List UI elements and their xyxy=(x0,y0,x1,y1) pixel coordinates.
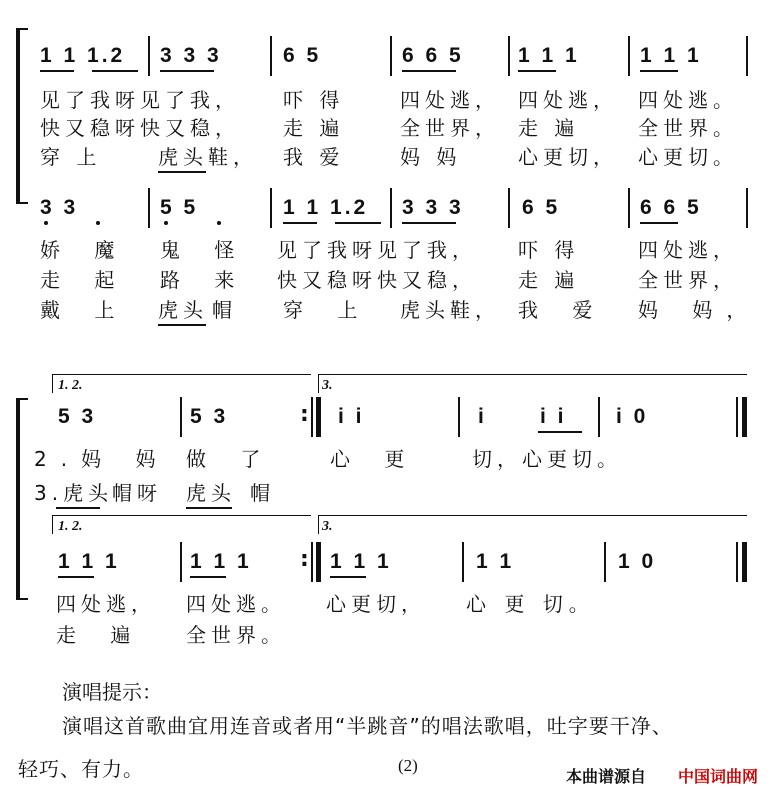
measure-notes: 1 1 1 xyxy=(58,550,120,573)
lyric: 路 来 xyxy=(160,268,249,292)
lyric: 帽 xyxy=(212,298,237,322)
lyric: 四处逃， xyxy=(56,592,156,616)
lyric: 心更切， xyxy=(326,592,426,616)
lyric: 心 更 切。 xyxy=(466,592,595,616)
lyric: 四处逃， xyxy=(638,238,738,262)
measure-notes: 6 5 xyxy=(522,196,561,219)
lyric: 虎头 xyxy=(186,481,236,505)
tips-text-line: 演唱这首歌曲宜用连音或者用“半跳音”的唱法歌唱，吐字要干净、 xyxy=(62,714,673,738)
beam xyxy=(538,431,582,433)
lyric: 四处逃。 xyxy=(186,592,286,616)
lyric: 戴 上 xyxy=(40,298,129,322)
measure-notes: 6 5 xyxy=(283,44,322,67)
bracket-top xyxy=(16,398,28,400)
beam xyxy=(402,222,456,224)
measure-notes: 1 1 1 xyxy=(190,550,252,573)
barline xyxy=(604,542,606,582)
volta-label: 1. 2. xyxy=(58,519,83,534)
lyric: 全世界。 xyxy=(638,116,738,140)
beam xyxy=(402,70,456,72)
site-brand[interactable]: 中国词曲网 xyxy=(678,767,759,786)
lyric: 妈 妈， xyxy=(638,298,761,322)
beam xyxy=(40,70,74,72)
bracket-bottom xyxy=(16,598,28,600)
measure-notes: i 0 xyxy=(616,405,649,428)
low-octave-dot xyxy=(217,221,221,225)
barline xyxy=(598,397,600,437)
bracket-top xyxy=(16,28,28,30)
barline xyxy=(270,188,272,228)
lyric: 快又稳呀快又稳， xyxy=(277,268,477,292)
lyric: 做 了 xyxy=(186,447,275,471)
barline xyxy=(508,36,510,76)
barline xyxy=(148,36,150,76)
measure-notes: i i xyxy=(540,405,567,428)
measure-notes: 5 5 xyxy=(160,196,199,219)
barline xyxy=(390,188,392,228)
beam xyxy=(92,70,138,72)
lyric-underline xyxy=(186,507,232,509)
bracket-bottom xyxy=(16,202,28,204)
lyric: 心 更 xyxy=(330,447,419,471)
thick-barline xyxy=(742,397,747,437)
volta-bracket-1 xyxy=(52,515,311,534)
barline xyxy=(180,542,182,582)
barline xyxy=(746,36,748,76)
lyric: 心更切。 xyxy=(638,145,738,169)
measure-notes: 1 1 1 xyxy=(518,44,580,67)
repeat-dots: : xyxy=(300,402,309,427)
lyric: 娇 魔 xyxy=(40,238,129,262)
measure-notes: 5 3 xyxy=(190,405,229,428)
repeat-dots: : xyxy=(300,547,309,572)
volta-bracket-2 xyxy=(318,374,747,393)
page-number: (2) xyxy=(398,756,418,775)
measure-notes: 5 3 xyxy=(58,405,97,428)
beam xyxy=(640,222,678,224)
lyric: 见了我呀见了我， xyxy=(277,238,477,262)
lyric: 吓 得 xyxy=(283,88,345,112)
volta-bracket-1 xyxy=(52,374,311,393)
barline xyxy=(458,397,460,437)
barline xyxy=(746,188,748,228)
lyric: 走 遍 xyxy=(518,268,580,292)
lyric: 走 遍 xyxy=(283,116,345,140)
lyric: 穿 上 xyxy=(283,298,372,322)
low-octave-dot xyxy=(164,221,168,225)
measure-notes: 1 1 1 xyxy=(330,550,392,573)
lyric: 全世界， xyxy=(400,116,500,140)
lyric-underline xyxy=(158,171,206,173)
barline xyxy=(508,188,510,228)
lyric: 吓 得 xyxy=(518,238,580,262)
barline xyxy=(736,397,738,437)
lyric: 全世界， xyxy=(638,268,738,292)
lyric: 全世界。 xyxy=(186,623,286,647)
lyric: 四处逃， xyxy=(518,88,618,112)
thick-barline xyxy=(316,542,321,582)
low-octave-dot xyxy=(96,221,100,225)
system-bracket xyxy=(16,398,20,600)
beam xyxy=(335,222,381,224)
lyric: 3.虎头 xyxy=(34,481,114,505)
lyric: 帽 xyxy=(250,481,275,505)
barline xyxy=(390,36,392,76)
measure-notes: 1 0 xyxy=(618,550,657,573)
lyric: 我 爱 xyxy=(518,298,607,322)
lyric: 我 爱 xyxy=(283,145,345,169)
lyric: 穿 上 xyxy=(40,145,102,169)
system-bracket xyxy=(16,28,20,204)
beam xyxy=(640,70,678,72)
lyric: 虎头鞋， xyxy=(158,145,258,169)
lyric: 走 遍 xyxy=(56,623,145,647)
lyric: 帽呀 xyxy=(112,481,162,505)
barline xyxy=(628,188,630,228)
measure-notes: i xyxy=(478,405,487,428)
measure-notes: 3 3 xyxy=(40,196,79,219)
lyric-underline xyxy=(56,507,100,509)
volta-label: 3. xyxy=(322,519,333,534)
lyric: 虎头 xyxy=(158,298,208,322)
lyric: 快又稳呀快又稳， xyxy=(40,116,240,140)
measure-notes: 3 3 3 xyxy=(402,196,464,219)
measure-notes: 1 1 1.2 xyxy=(40,44,126,67)
lyric: 2.妈 妈 xyxy=(34,447,170,471)
lyric: 四处逃， xyxy=(400,88,500,112)
lyric-underline xyxy=(158,324,206,326)
lyric: 心更切， xyxy=(518,145,618,169)
measure-notes: 1 1 1.2 xyxy=(283,196,369,219)
barline xyxy=(462,542,464,582)
measure-notes: 1 1 1 xyxy=(640,44,702,67)
thick-barline xyxy=(742,542,747,582)
source-credit: 本曲谱源自 xyxy=(566,767,647,786)
barline xyxy=(270,36,272,76)
barline xyxy=(180,397,182,437)
barline xyxy=(311,542,313,582)
measure-notes: 6 6 5 xyxy=(402,44,464,67)
lyric: 虎头鞋， xyxy=(400,298,500,322)
beam xyxy=(190,576,226,578)
volta-label: 3. xyxy=(322,378,333,393)
measure-notes: 3 3 3 xyxy=(160,44,222,67)
lyric: 切，心更切。 xyxy=(472,447,622,471)
barline xyxy=(736,542,738,582)
low-octave-dot xyxy=(44,221,48,225)
beam xyxy=(518,70,556,72)
barline xyxy=(148,188,150,228)
lyric: 鬼 怪 xyxy=(160,238,249,262)
lyric: 四处逃。 xyxy=(638,88,738,112)
measure-notes: 1 1 xyxy=(476,550,515,573)
beam xyxy=(283,222,317,224)
volta-bracket-2 xyxy=(318,515,747,534)
beam xyxy=(160,70,214,72)
measure-notes: 6 6 5 xyxy=(640,196,702,219)
volta-label: 1. 2. xyxy=(58,378,83,393)
barline xyxy=(311,397,313,437)
lyric: 妈 妈 xyxy=(400,145,462,169)
tips-title: 演唱提示： xyxy=(62,680,162,704)
beam xyxy=(330,576,366,578)
barline xyxy=(628,36,630,76)
thick-barline xyxy=(316,397,321,437)
lyric: 见了我呀见了我， xyxy=(40,88,240,112)
tips-text-line: 轻巧、有力。 xyxy=(18,757,144,781)
beam xyxy=(58,576,94,578)
measure-notes: i i xyxy=(338,405,365,428)
lyric: 走 遍 xyxy=(518,116,580,140)
lyric: 走 起 xyxy=(40,268,129,292)
